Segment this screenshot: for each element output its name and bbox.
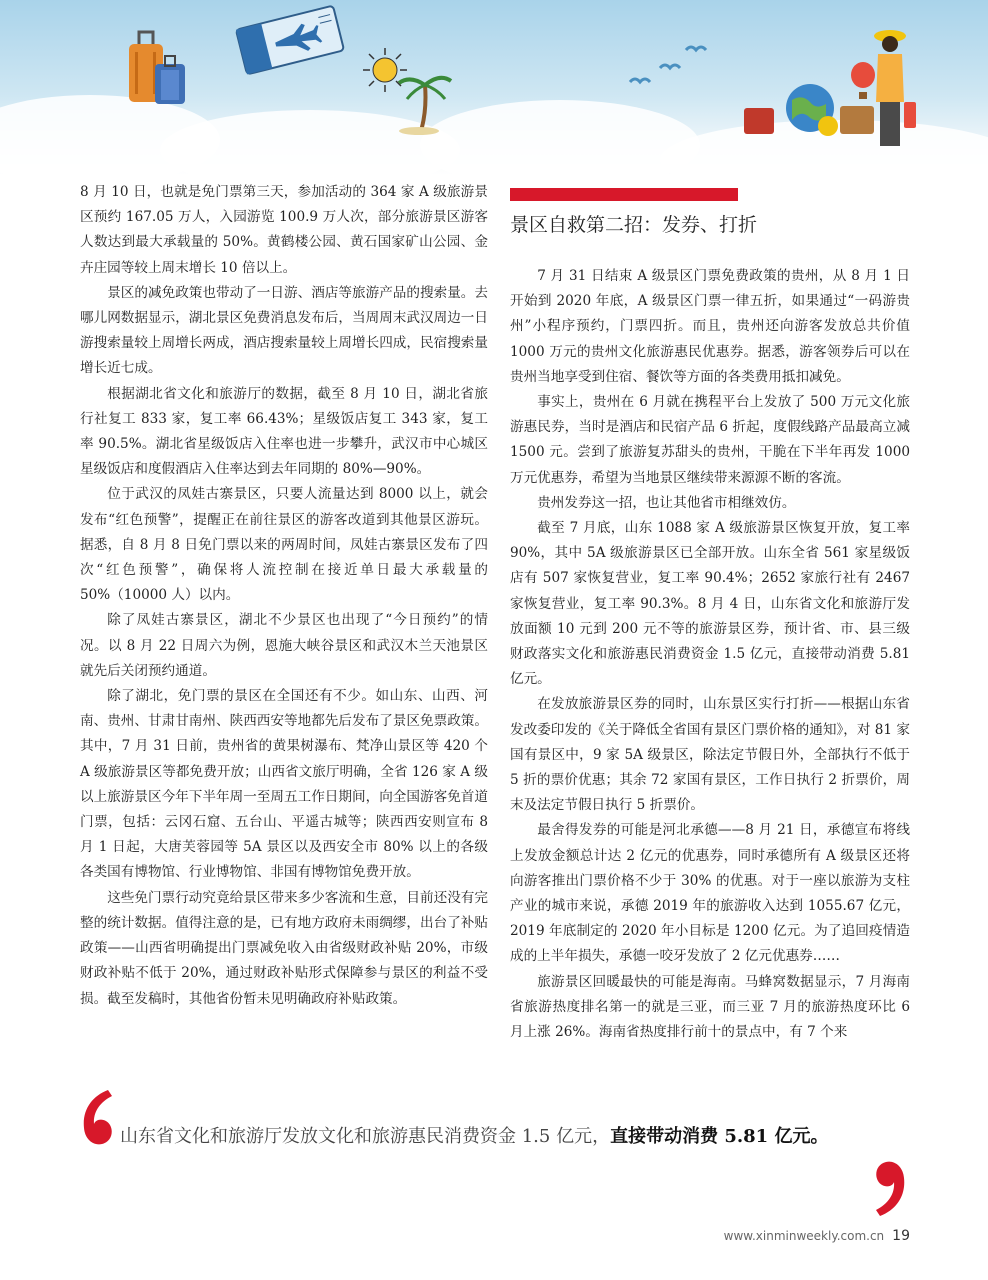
pull-quote-text: 山东省文化和旅游厅发放文化和旅游惠民消费资金 1.5 亿元， <box>120 1126 611 1147</box>
paragraph: 8 月 10 日，也就是免门票第三天，参加活动的 364 家 A 级旅游景区预约 167.05 万人，入园游览 100.9 万人次，部分旅游景区游客人数达到最大承载量的 50%。黄鹤楼公园、黄石国家矿山公园、金卉庄园等较上周末增长 10 倍以上。 <box>80 184 488 276</box>
open-quote-icon <box>78 1088 118 1148</box>
paragraph: 事实上，贵州在 6 月就在携程平台上发放了 500 万元文化旅游惠民券，当时是酒店和民宿产品 6 折起，度假线路产品最高立减 1500 元。尝到了旅游复苏甜头的贵州，干脆在下半年再发 1000 万元优惠券，希望为当地景区继续带来源源不断的客流。 <box>510 394 910 486</box>
right-column-body <box>510 264 910 1045</box>
paragraph: 景区的减免政策也带动了一日游、酒店等旅游产品的搜索量。去哪儿网数据显示，湖北景区免费消息发布后，当周周末武汉周边一日游搜索量较上周增长两成，酒店搜索量较上周增长四成，民宿搜索量增长近七成。 <box>80 284 488 377</box>
header-illustration <box>0 0 988 175</box>
paragraph: 旅游景区回暖最快的可能是海南。马蜂窝数据显示，7 月海南省旅游热度排名第一的就是三亚，而三亚 7 月的旅游热度环比 6 月上涨 26%。海南省热度排行前十的景点中，有 7 个来 <box>510 973 910 1041</box>
page-footer <box>724 1228 910 1244</box>
plane-ticket-icon <box>235 5 345 75</box>
paragraph: 除了湖北，免门票的景区在全国还有不少。如山东、山西、河南、贵州、甘肃甘南州、陕西西安等地都先后发布了景区免票政策。其中，7 月 31 日前，贵州省的黄果树瀑布、梵净山景区等 420 个 A 级旅游景区等都免费开放；山西省文旅厅明确，全省 126 家 A 级以上旅游景区今年下半年周一至周五工作日期间，向全国游客免首道门票，包括：云冈石窟、五台山、平遥古城等；陕西西安则宣布 8 月 1 日起，大唐芙蓉园等 5A 景区以及西安全市 80% 以上的各级各类国有博物馆、行业博物馆、非国有博物馆免费开放。 <box>80 688 488 881</box>
paragraph: 7 月 31 日结束 A 级景区门票免费政策的贵州，从 8 月 1 日开始到 2020 年底，A 级景区门票一律五折，如果通过“一码游贵州”小程序预约，门票四折。而且，贵州还向游客发放总共价值 1000 万元的贵州文化旅游惠民优惠券。据悉，游客领券后可以在贵州当地享受到住宿、餐饮等方面的各类费用抵扣减免。 <box>510 268 910 385</box>
traveler-icon <box>868 22 918 152</box>
bird-icon <box>620 40 710 90</box>
footer-url: www.xinminweekly.com.cn <box>723 1229 885 1243</box>
close-quote-icon <box>870 1158 910 1218</box>
page-number: 19 <box>892 1228 910 1244</box>
paragraph: 位于武汉的凤娃古寨景区，只要人流量达到 8000 以上，就会发布“红色预警”，提醒正在前往景区的游客改道到其他景区游玩。据悉，自 8 月 8 日免门票以来的两周时间，凤娃古寨景区发布了四次“红色预警”，确保将人流控制在接近单日最大承载量的 50%（10000 人）以内。 <box>80 486 488 604</box>
section-title: 景区自救第二招：发券、打折 <box>510 214 758 236</box>
paragraph: 贵州发券这一招，也让其他省市相继效仿。 <box>537 494 796 511</box>
section-red-bar <box>510 188 738 201</box>
paragraph: 截至 7 月底，山东 1088 家 A 级旅游景区恢复开放，复工率 90%，其中 5A 级旅游景区已全部开放。山东全省 561 家星级饭店有 507 家恢复营业，复工率 90.4%；2652 家旅行社有 2467 家恢复营业，复工率 90.3%。8 月 4 日，山东省文化和旅游厅发放面额 10 元到 200 元不等的旅游景区券，预计省、市、县三级财政落实文化和旅游惠民消费资金 1.5 亿元，直接带动消费 5.81 亿元。 <box>510 520 910 688</box>
left-column <box>80 180 488 1012</box>
luggage-icon <box>125 30 195 110</box>
pull-quote <box>120 1124 870 1150</box>
paragraph: 这些免门票行动究竟给景区带来多少客流和生意，目前还没有完整的统计数据。值得注意的是，已有地方政府未雨绸缪，出台了补贴政策——山西省明确提出门票减免收入由省级财政补贴 20%，市级财政补贴不低于 20%，通过财政补贴形式保障参与景区的利益不受损。截至发稿时，其他省份暂未见明确政府补贴政策。 <box>80 889 488 1007</box>
pull-quote-emphasis: 直接带动消费 5.81 亿元。 <box>610 1126 829 1147</box>
paragraph: 除了凤娃古寨景区，湖北不少景区也出现了“今日预约”的情况。以 8 月 22 日周六为例，恩施大峡谷景区和武汉木兰天池景区就先后关闭预约通道。 <box>80 612 488 679</box>
paragraph: 在发放旅游景区券的同时，山东景区实行打折——根据山东省发改委印发的《关于降低全省国有景区门票价格的通知》，对 81 家国有景区中，9 家 5A 级景区，除法定节假日外，全部执行不低于 5 折的票价优惠；其余 72 家国有景区，工作日执行 2 折票价，周末及法定节假日执行 5 折票价。 <box>510 696 910 814</box>
palm-tree-icon <box>395 65 455 135</box>
paragraph: 最舍得发券的可能是河北承德——8 月 21 日，承德宣布将线上发放金额总计达 2 亿元的优惠券，同时承德所有 A 级景区还将向游客推出门票价格不少于 30% 的优惠。对于一座以旅游为支柱产业的城市来说，承德 2019 年的旅游收入达到 1055.67 亿元，2019 年底制定的 2020 年小目标是 1200 亿元。为了追回疫情造成的上半年损失，承德一咬牙发放了 2 亿元优惠券…… <box>510 822 910 965</box>
paragraph: 根据湖北省文化和旅游厅的数据，截至 8 月 10 日，湖北省旅行社复工 833 家，复工率 66.43%；星级饭店复工 343 家，复工率 90.5%。湖北省星级饭店入住率也进一步攀升，武汉市中心城区星级饭店和度假酒店入住率达到去年同期的 80%—90%。 <box>80 385 488 478</box>
